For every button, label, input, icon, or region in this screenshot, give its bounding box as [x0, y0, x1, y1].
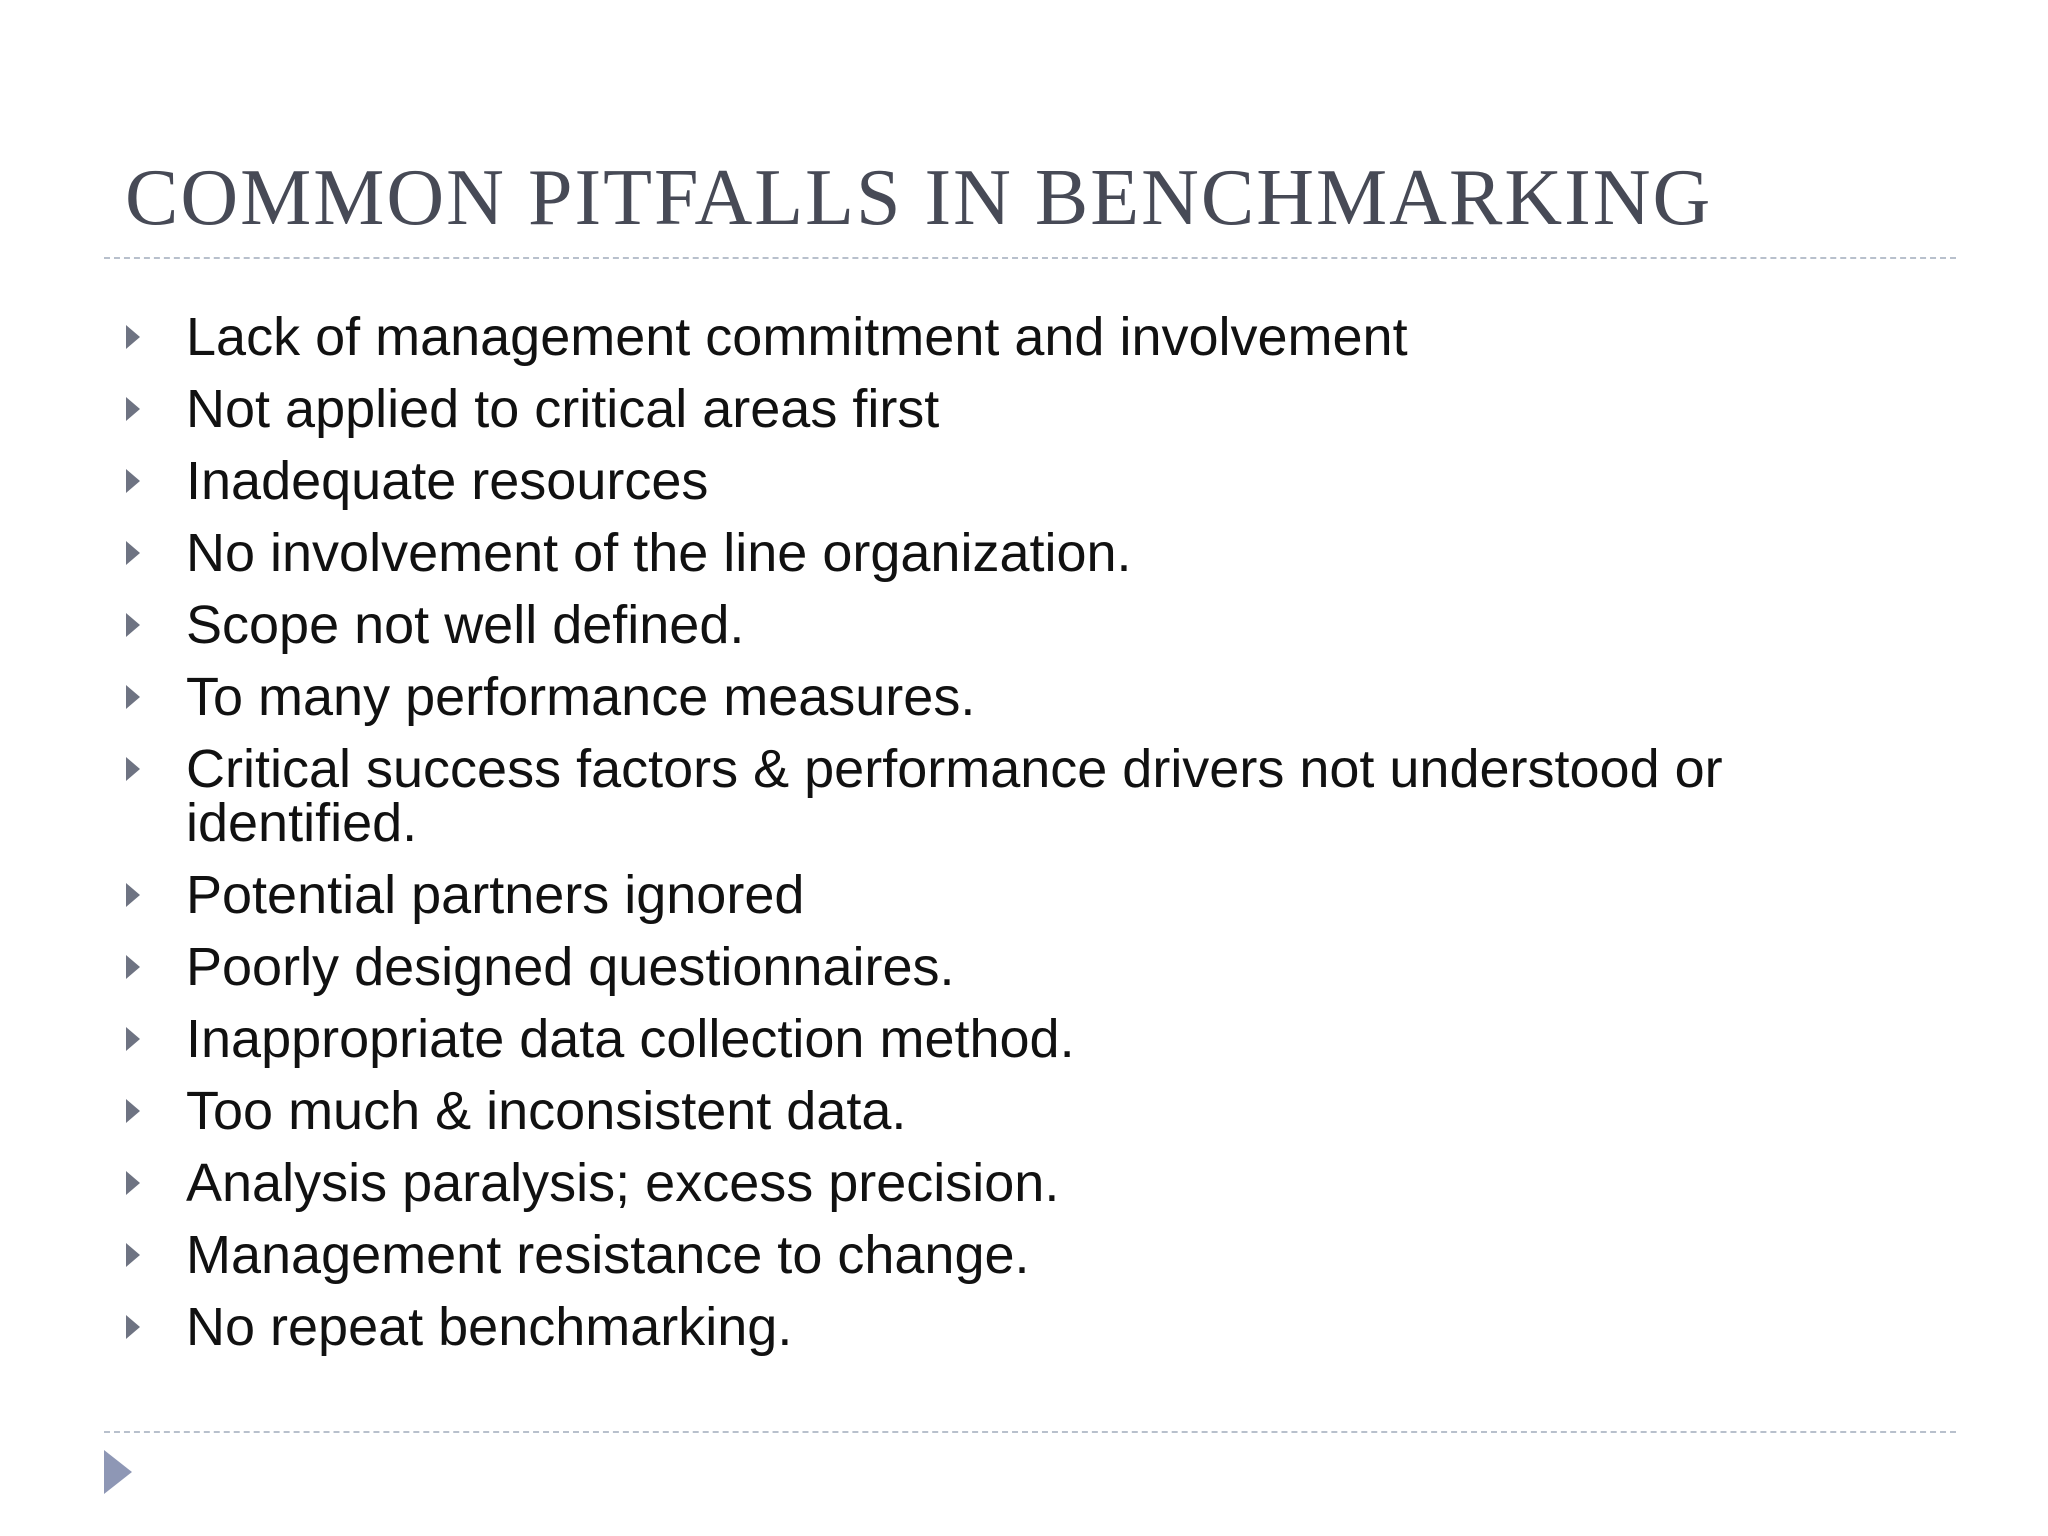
bullet-text: Inappropriate data collection method. [186, 1009, 1075, 1069]
list-item [120, 1297, 1920, 1357]
triangle-bullet-icon [126, 1171, 140, 1195]
next-slide-arrow-icon[interactable] [104, 1450, 132, 1494]
bullet-text: Critical success factors & performance drivers not understood or identified. [186, 739, 1723, 853]
triangle-bullet-icon [126, 757, 140, 781]
bullet-text: Not applied to critical areas first [186, 379, 940, 439]
bullet-text: Potential partners ignored [186, 865, 805, 925]
triangle-bullet-icon [126, 613, 140, 637]
bullet-text: Poorly designed questionnaires. [186, 937, 955, 997]
list-item [120, 1153, 1920, 1213]
list-item [120, 739, 1920, 853]
bullet-text: Too much & inconsistent data. [186, 1081, 907, 1141]
bullet-text: To many performance measures. [186, 667, 976, 727]
slide-title: COMMON PITFALLS IN BENCHMARKING [125, 154, 1713, 242]
bullet-text: Management resistance to change. [186, 1225, 1030, 1285]
footer-divider [104, 1431, 1956, 1433]
list-item [120, 523, 1920, 583]
triangle-bullet-icon [126, 397, 140, 421]
list-item [120, 865, 1920, 925]
triangle-bullet-icon [126, 325, 140, 349]
triangle-bullet-icon [126, 1027, 140, 1051]
list-item [120, 937, 1920, 997]
bullet-text: Analysis paralysis; excess precision. [186, 1153, 1060, 1213]
list-item [120, 595, 1920, 655]
triangle-bullet-icon [126, 1243, 140, 1267]
triangle-bullet-icon [126, 955, 140, 979]
list-item [120, 1081, 1920, 1141]
triangle-bullet-icon [126, 1315, 140, 1339]
triangle-bullet-icon [126, 883, 140, 907]
list-item [120, 1009, 1920, 1069]
list-item [120, 307, 1920, 367]
list-item [120, 451, 1920, 511]
triangle-bullet-icon [126, 541, 140, 565]
triangle-bullet-icon [126, 1099, 140, 1123]
triangle-bullet-icon [126, 469, 140, 493]
bullet-text: Lack of management commitment and involvement [186, 307, 1408, 367]
bullet-list [120, 307, 1920, 1372]
bullet-text: Inadequate resources [186, 451, 709, 511]
bullet-text: Scope not well defined. [186, 595, 745, 655]
bullet-text: No involvement of the line organization. [186, 523, 1132, 583]
triangle-bullet-icon [126, 685, 140, 709]
list-item [120, 1225, 1920, 1285]
bullet-text: No repeat benchmarking. [186, 1297, 793, 1357]
title-divider [104, 257, 1956, 259]
list-item [120, 379, 1920, 439]
list-item [120, 667, 1920, 727]
